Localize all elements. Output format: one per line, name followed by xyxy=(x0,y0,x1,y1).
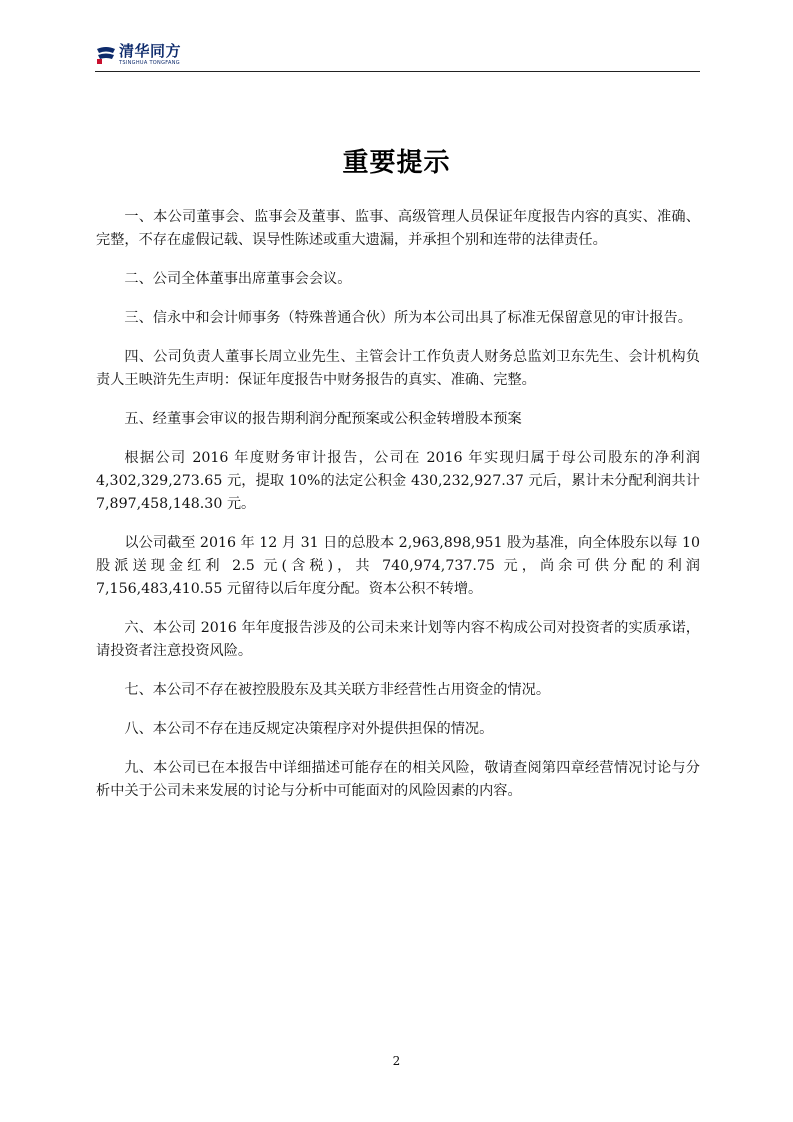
notice-item-5-heading: 五、经董事会审议的报告期利润分配预案或公积金转增股本预案 xyxy=(124,411,522,427)
notice-item-4: 四、公司负责人董事长周立业先生、主管会计工作负责人财务总监刘卫东先生、会计机构负责人王映浒先生声明：保证年度报告中财务报告的真实、准确、完整。 xyxy=(96,349,700,388)
page-title: 重要提示 xyxy=(342,148,451,178)
company-logo xyxy=(95,44,181,66)
page-header xyxy=(95,44,700,70)
logo-english-name: TSINGHUA TONGFANG xyxy=(119,60,180,66)
logo-chinese-name: 清华同方 xyxy=(119,42,182,60)
header-divider xyxy=(95,71,700,72)
notice-item-3: 三、信永中和会计师事务（特殊普通合伙）所为本公司出具了标准无保留意见的审计报告。 xyxy=(124,310,692,326)
notice-item-6: 六、本公司 2016 年年度报告涉及的公司未来计划等内容不构成公司对投资者的实质承诺，请投资者注意投资风险。 xyxy=(96,620,700,659)
notice-item-8: 八、本公司不存在违反规定决策程序对外提供担保的情况。 xyxy=(124,721,494,737)
notice-body xyxy=(96,206,700,819)
tongfang-logo-icon xyxy=(95,44,117,66)
notice-item-9: 九、本公司已在本报告中详细描述可能存在的相关风险，敬请查阅第四章经营情况讨论与分析中关于公司未来发展的讨论与分析中可能面对的风险因素的内容。 xyxy=(96,760,700,799)
profit-distribution-para-1: 根据公司 2016 年度财务审计报告，公司在 2016 年实现归属于母公司股东的净利润 4,302,329,273.65 元，提取 10%的法定公积金 430,232,927.37 元后，累计未分配利润共计 7,897,458,148.30 元。 xyxy=(96,450,700,512)
notice-item-7: 七、本公司不存在被控股股东及其关联方非经营性占用资金的情况。 xyxy=(124,682,551,698)
notice-item-1: 一、本公司董事会、监事会及董事、监事、高级管理人员保证年度报告内容的真实、准确、完整，不存在虚假记载、误导性陈述或重大遗漏，并承担个别和连带的法律责任。 xyxy=(96,209,700,248)
profit-distribution-para-2: 以公司截至 2016 年 12 月 31 日的总股本 2,963,898,951 股为基准，向全体股东以每 10 股派送现金红利 2.5 元(含税)，共 740,974,737.75 元，尚余可供分配的利润 7,156,483,410.55 元留待以后年度分配。资本公积不转增。 xyxy=(96,535,700,597)
notice-item-2: 二、公司全体董事出席董事会会议。 xyxy=(124,271,352,287)
page-number: 2 xyxy=(392,1054,401,1068)
